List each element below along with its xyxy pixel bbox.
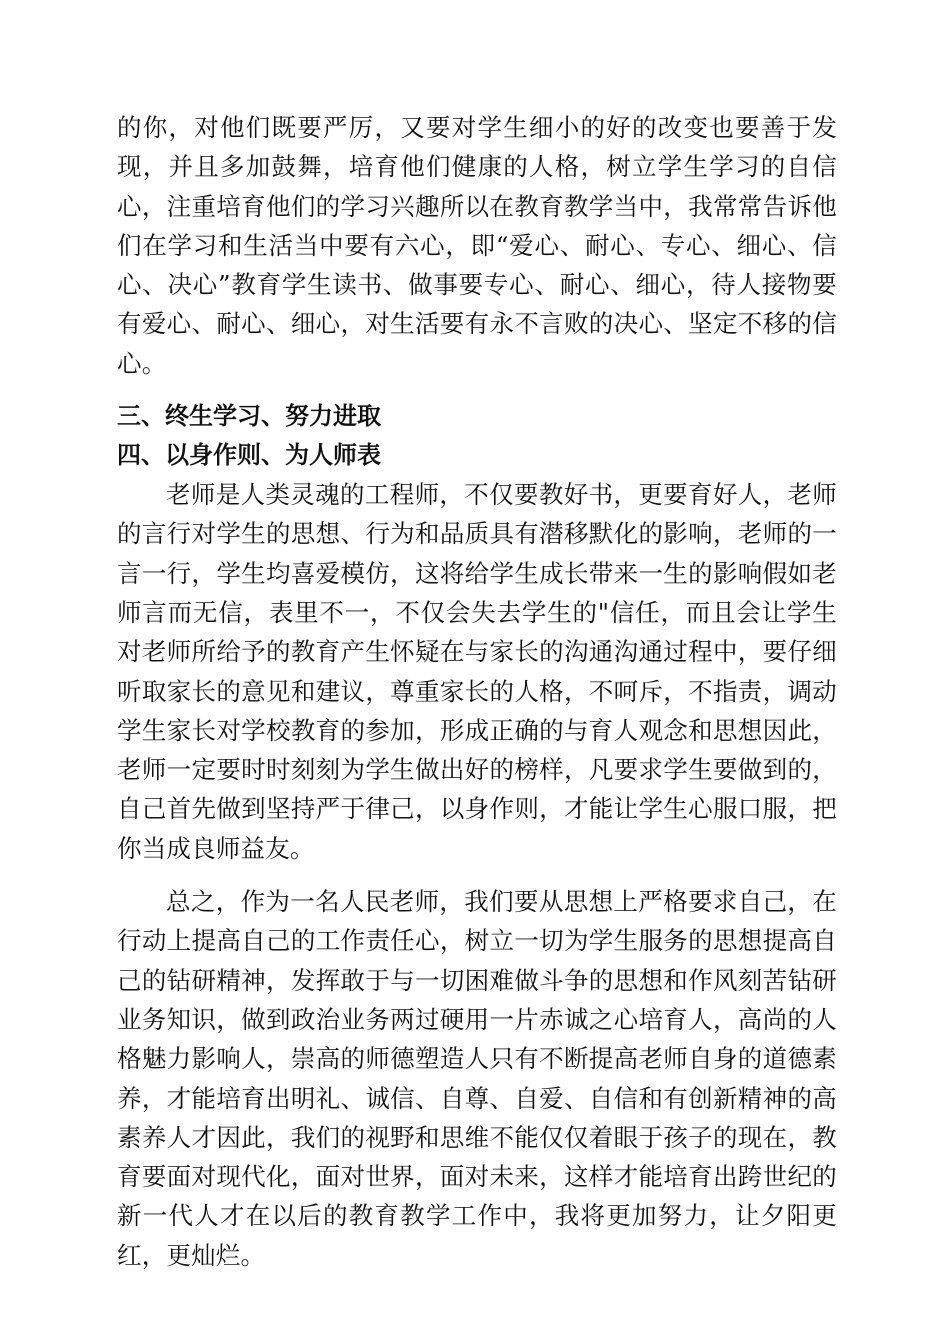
- section-heading-3: 三、终生学习、努力进取: [117, 402, 381, 431]
- document-page: [117, 108, 837, 1275]
- paragraph-continuation: 的你，对他们既要严厉，又要对学生细小的好的改变也要善于发现，并且多加鼓舞，培育他们健康的人格，树立学生学习的自信心，注重培育他们的学习兴趣所以在教育教学当中，我常常告诉他们在学习和生活当中要有六心，即“爱心、耐心、专心、细心、信心、决心”教育学生读书、做事要专心、耐心、细心，待人接物要有爱心、耐心、细心，对生活要有永不言败的决心、坚定不移的信心。: [117, 113, 837, 378]
- paragraph-conclusion: 总之，作为一名人民老师，我们要从思想上严格要求自己，在行动上提高自己的工作责任心，树立一切为学生服务的思想提高自己的钻研精神，发挥敢于与一切困难做斗争的思想和作风刻苦钻研业务知识，做到政治业务两过硬用一片赤诚之心培育人，高尚的人格魅力影响人，崇高的师德塑造人只有不断提高老师自身的道德素养，才能培育出明礼、诚信、自尊、自爱、自信和有创新精神的高素养人才因此，我们的视野和思维不能仅仅着眼于孩子的现在，教育要面对现代化，面对世界，面对未来，这样才能培育出跨世纪的新一代人才在以后的教育教学工作中，我将更加努力，让夕阳更红，更灿烂。: [117, 887, 837, 1270]
- paragraph-role-model: 老师是人类灵魂的工程师，不仅要教好书，更要育好人，老师的言行对学生的思想、行为和品质具有潜移默化的影响，老师的一言一行，学生均喜爱模仿，这将给学生成长带来一生的影响假如老师言而无信，表里不一，不仅会失去学生的"信任，而且会让学生对老师所给予的教育产生怀疑在与家长的沟通沟通过程中，要仔细听取家长的意见和建议，尊重家长的人格，不呵斥，不指责，调动学生家长对学校教育的参加，形成正确的与育人观念和思想因此，老师一定要时时刻刻为学生做出好的榜样，凡要求学生要做到的，自己首先做到坚持严于律己，以身作则，才能让学生心服口服，把你当成良师益友。: [117, 480, 837, 863]
- section-heading-4: 四、以身作则、为人师表: [117, 441, 381, 470]
